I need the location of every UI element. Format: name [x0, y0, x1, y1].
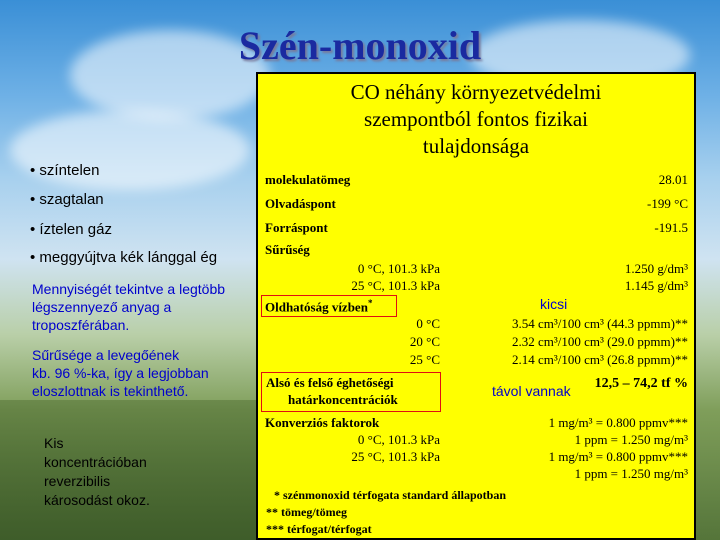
property-label: Forráspont	[265, 220, 328, 235]
property-label: molekulatömeg	[265, 172, 351, 187]
paragraph-line: reverzibilis	[44, 473, 111, 489]
property-value: 1.250 g/dm³	[624, 261, 688, 276]
panel-heading-line: szempontból fontos fizikai	[364, 107, 588, 131]
property-value: 28.01	[658, 172, 688, 187]
paragraph-line: koncentrációban	[44, 454, 147, 470]
paragraph-line: Kis	[44, 435, 64, 451]
property-value: 1 mg/m³ = 0.800 ppmv***	[548, 449, 688, 464]
panel-heading-line: tulajdonsága	[422, 134, 530, 158]
bullet-item: • íztelen gáz	[30, 221, 112, 238]
slide-title: Szén-monoxid	[238, 23, 482, 68]
paragraph-line: Sűrűsége a levegőének	[32, 347, 180, 363]
condition-text: 25 °C	[409, 352, 440, 367]
property-value: 2.32 cm³/100 cm³ (29.0 ppmm)**	[511, 334, 688, 349]
property-value: -191.5	[654, 220, 688, 235]
footnote: ** tömeg/tömeg	[266, 505, 347, 519]
property-label: határkoncentrációk	[288, 392, 398, 407]
paragraph-line: eloszlottnak is tekinthető.	[32, 383, 189, 399]
property-value: 1.145 g/dm³	[624, 278, 688, 293]
qualitative-note: kicsi	[540, 296, 568, 312]
property-label: Alsó és felső éghetőségi	[266, 375, 394, 390]
qualitative-note: távol vannak	[492, 383, 571, 399]
condition-text: 0 °C	[416, 316, 440, 331]
condition-text: 25 °C, 101.3 kPa	[351, 449, 440, 464]
property-value: 1 ppm = 1.250 mg/m³	[574, 466, 688, 481]
properties-panel	[256, 72, 696, 540]
property-label: Sűrűség	[265, 242, 310, 257]
paragraph-line: károsodást okoz.	[44, 492, 150, 508]
paragraph-line: légszennyező anyag a	[32, 299, 172, 315]
hills-background	[0, 400, 260, 540]
footnote: *** térfogat/térfogat	[266, 522, 372, 536]
bullet-item: • meggyújtva kék lánggal ég	[30, 249, 218, 266]
property-value: -199 °C	[647, 196, 688, 211]
footnote: * szénmonoxid térfogata standard állapotban	[274, 488, 507, 502]
property-label: Olvadáspont	[265, 196, 336, 211]
property-label: Oldhatóság vízben*	[265, 298, 373, 315]
panel-heading-line: CO néhány környezetvédelmi	[350, 80, 602, 104]
property-value: 3.54 cm³/100 cm³ (44.3 ppmm)**	[511, 316, 688, 331]
property-value: 2.14 cm³/100 cm³ (26.8 ppmm)**	[511, 352, 688, 367]
property-label: Konverziós faktorok	[265, 415, 380, 430]
condition-text: 0 °C, 101.3 kPa	[357, 261, 440, 276]
bullet-item: • szagtalan	[30, 191, 104, 208]
paragraph-line: kb. 96 %-ka, így a legjobban	[32, 365, 209, 381]
property-value: 1 ppm = 1.250 mg/m³	[574, 432, 688, 447]
bullet-item: • színtelen	[30, 162, 100, 179]
paragraph-line: troposzférában.	[32, 317, 130, 333]
property-value: 1 mg/m³ = 0.800 ppmv***	[548, 415, 688, 430]
condition-text: 20 °C	[409, 334, 440, 349]
property-value: 12,5 – 74,2 tf %	[594, 376, 688, 391]
paragraph-line: Mennyiségét tekintve a legtöbb	[32, 281, 226, 297]
condition-text: 25 °C, 101.3 kPa	[351, 278, 440, 293]
condition-text: 0 °C, 101.3 kPa	[357, 432, 440, 447]
